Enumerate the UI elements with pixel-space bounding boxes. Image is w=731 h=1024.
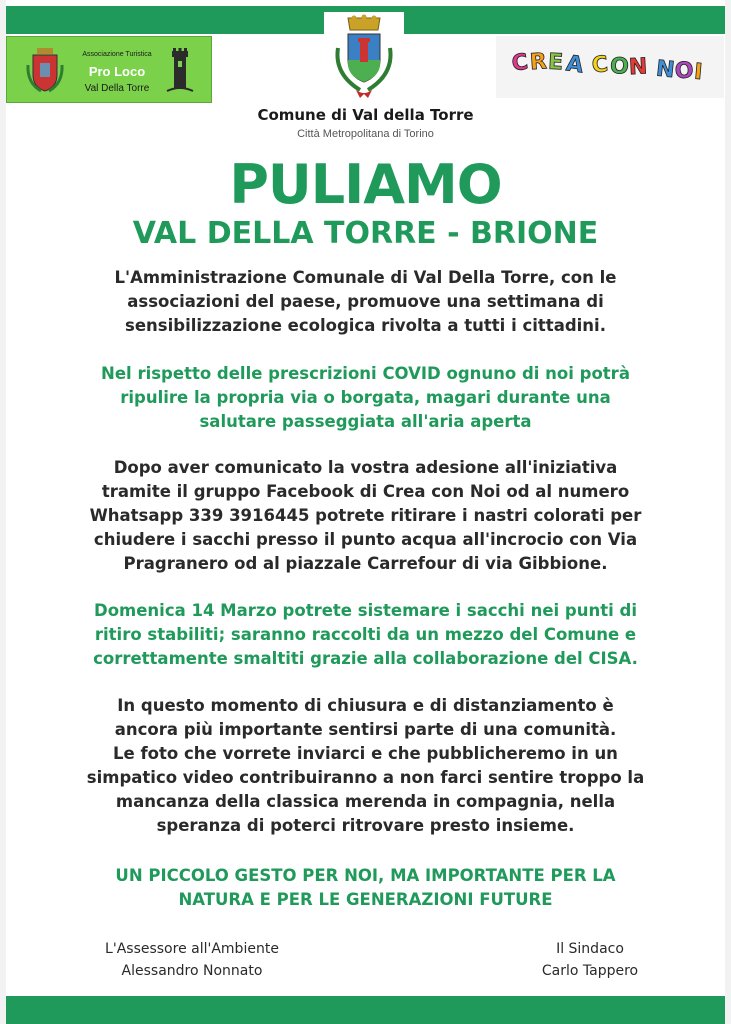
bottom-green-bar xyxy=(6,996,725,1024)
tower-icon xyxy=(165,45,195,95)
paragraph-comunita xyxy=(60,694,671,838)
svg-text:O: O xyxy=(673,57,695,85)
paragraph-intro xyxy=(60,266,671,338)
signature-name: Carlo Tappero xyxy=(541,963,639,979)
paragraph-line: L'Amministrazione Comunale di Val Della Torre, con le xyxy=(114,268,617,287)
paragraph-line: Whatsapp 339 3916445 potrete ritirare i nastri colorati per xyxy=(89,506,642,525)
signature-role: L'Assessore all'Ambiente xyxy=(105,941,279,957)
signature-name: Alessandro Nonnato xyxy=(121,963,263,979)
paragraph-line: ritiro stabiliti; saranno raccolti da un mezzo del Comune e xyxy=(94,625,637,644)
proloco-line1: Associazione Turistica xyxy=(82,51,152,58)
closing-slogan xyxy=(60,864,671,912)
paragraph-line: sensibilizzazione ecologica rivolta a tutti i cittadini. xyxy=(125,316,606,335)
crea-con-noi-logo xyxy=(496,36,724,98)
proloco-line3: Val Della Torre xyxy=(84,83,150,94)
subtitle: VAL DELLA TORRE - BRIONE xyxy=(132,216,599,251)
paragraph-covid xyxy=(60,362,671,434)
svg-text:I: I xyxy=(693,59,704,86)
paragraph-adesione xyxy=(60,456,671,576)
coat-of-arms-icon xyxy=(25,45,65,95)
paragraph-line: ancora più importante sentirsi parte di una comunità. xyxy=(114,720,617,739)
pro-loco-logo xyxy=(6,36,212,103)
paragraph-domenica xyxy=(60,599,671,671)
proloco-line2: Pro Loco xyxy=(88,64,146,79)
svg-text:N: N xyxy=(654,56,676,84)
slogan-line: UN PICCOLO GESTO PER NOI, MA IMPORTANTE PER LA xyxy=(115,866,616,885)
paragraph-line: salutare passeggiata all'aria aperta xyxy=(199,412,532,431)
signature-sindaco xyxy=(500,938,680,982)
comune-name: Comune di Val della Torre xyxy=(257,106,474,124)
signature-assessore xyxy=(72,938,312,982)
paragraph-line: In questo momento di chiusura e di distanziamento è xyxy=(117,696,614,715)
paragraph-line: correttamente smaltiti grazie alla collaborazione del CISA. xyxy=(93,649,638,668)
paragraph-line: Domenica 14 Marzo potrete sistemare i sacchi nei punti di xyxy=(94,601,637,620)
paragraph-line: Le foto che vorrete inviarci e che pubblicheremo in un xyxy=(113,744,618,763)
paragraph-line: simpatico video contribuiranno a non farci sentire troppo la xyxy=(86,768,645,787)
citta-metropolitana: Città Metropolitana di Torino xyxy=(297,128,434,140)
signature-role: Il Sindaco xyxy=(556,941,624,957)
paragraph-line: ripulire la propria via o borgata, magari durante una xyxy=(120,388,611,407)
paragraph-line: mancanza della classica merenda in compagnia, nella xyxy=(115,792,616,811)
slogan-line: NATURA E PER LE GENERAZIONI FUTURE xyxy=(178,890,553,909)
crea-con-noi-lettering xyxy=(496,36,724,98)
svg-text:E: E xyxy=(547,49,564,76)
svg-text:O: O xyxy=(609,53,630,80)
paragraph-line: speranza di poterci ritrovare presto insieme. xyxy=(156,816,575,835)
paragraph-line: Nel rispetto delle prescrizioni COVID ognuno di noi potrà xyxy=(101,364,630,383)
svg-text:C: C xyxy=(510,49,530,77)
municipal-emblem-icon xyxy=(324,12,404,104)
svg-text:C: C xyxy=(590,52,610,79)
paragraph-line: chiudere i sacchi presso il punto acqua all'incrocio con Via xyxy=(93,530,638,549)
paragraph-line: associazioni del paese, promuove una settimana di xyxy=(127,292,604,311)
main-title: PULIAMO xyxy=(229,153,502,216)
svg-text:A: A xyxy=(564,51,585,79)
paragraph-line: Pragranero od al piazzale Carrefour di via Gibbione. xyxy=(123,554,608,573)
paragraph-line: Dopo aver comunicato la vostra adesione all'iniziativa xyxy=(113,458,618,477)
svg-text:R: R xyxy=(529,49,548,76)
paragraph-line: tramite il gruppo Facebook di Crea con Noi od al numero xyxy=(101,482,630,501)
svg-text:N: N xyxy=(628,54,648,81)
